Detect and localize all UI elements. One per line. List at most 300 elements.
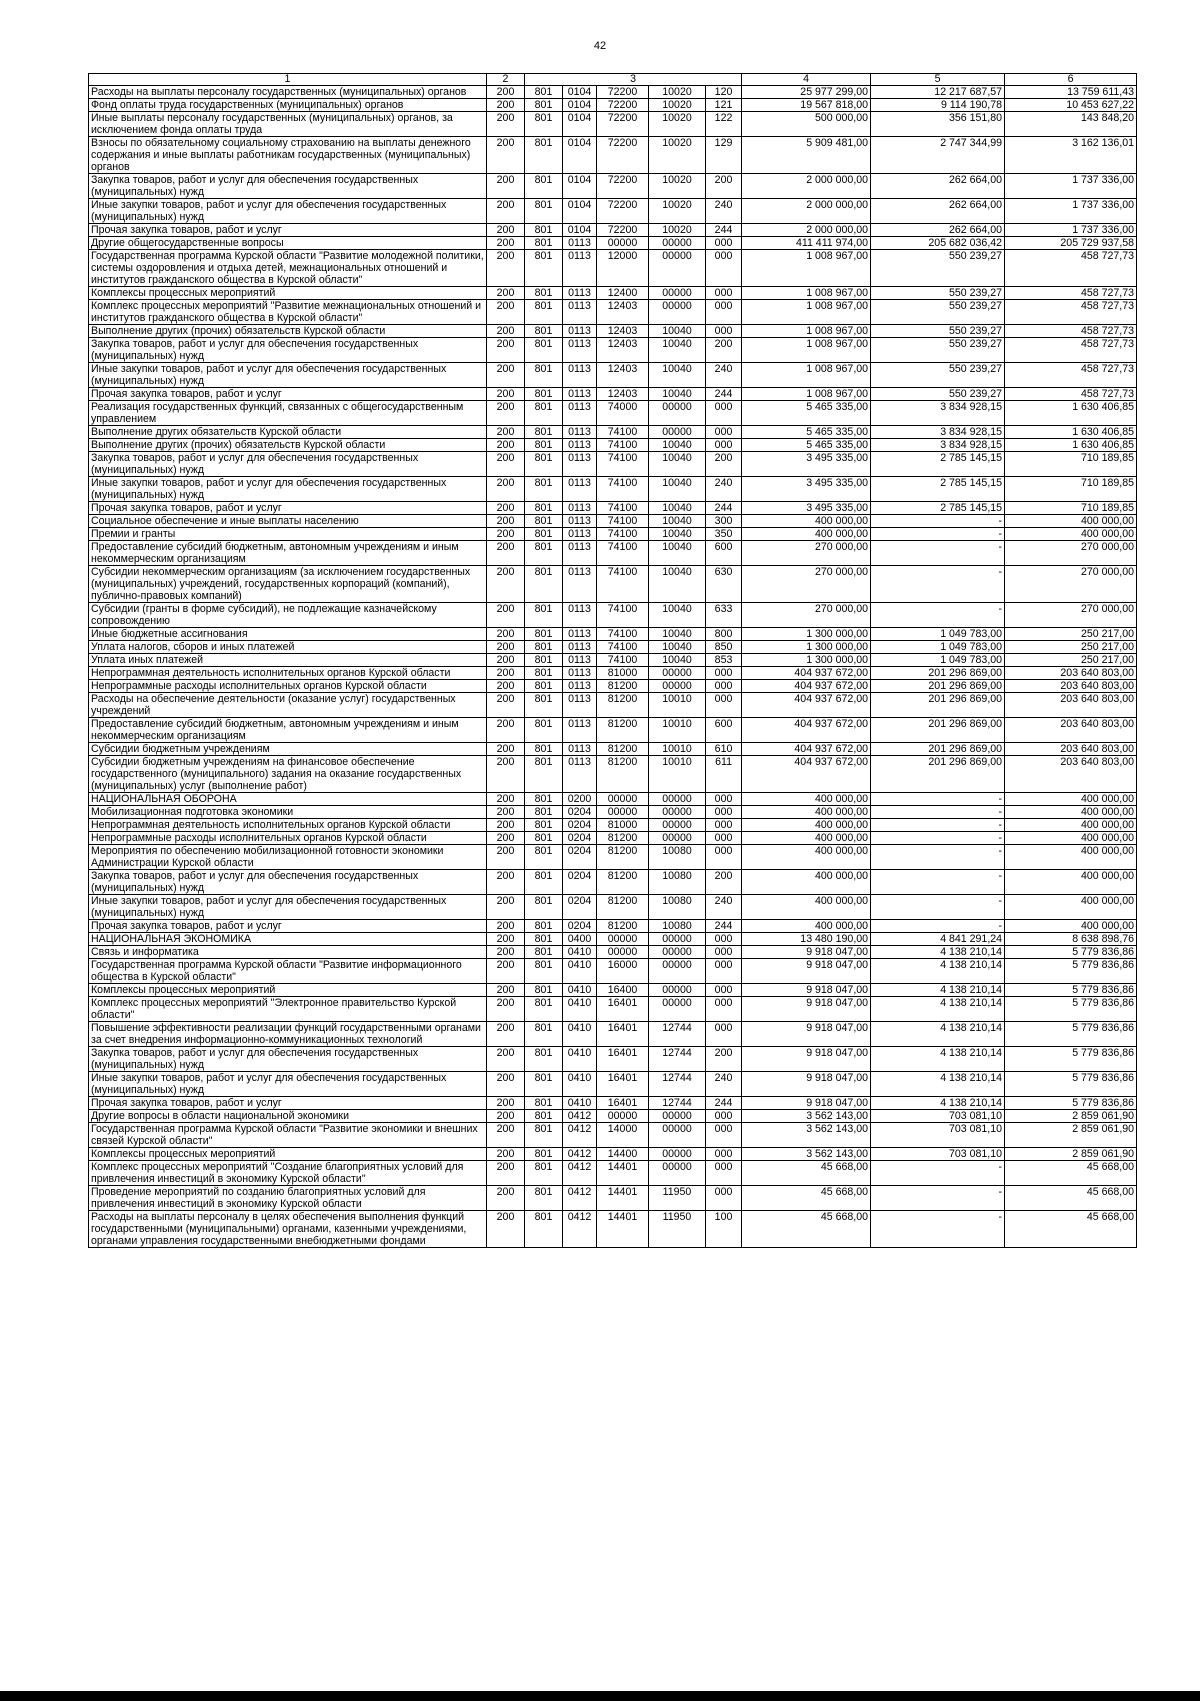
col-4-value: 400 000,00 <box>742 870 871 895</box>
code-3b: 0410 <box>563 1072 597 1097</box>
code-3a: 801 <box>525 388 563 401</box>
row-name: Социальное обеспечение и иные выплаты населению <box>89 515 487 528</box>
code-3e: 853 <box>706 654 742 667</box>
code-3e: 240 <box>706 199 742 224</box>
col-6-value: 5 779 836,86 <box>1005 984 1137 997</box>
col-4-value: 45 668,00 <box>742 1211 871 1248</box>
table-row <box>89 99 1137 112</box>
code-3e: 000 <box>706 1161 742 1186</box>
code-3c: 12403 <box>597 300 649 325</box>
code-3d: 00000 <box>649 250 706 287</box>
row-name: Прочая закупка товаров, работ и услуг <box>89 224 487 237</box>
table-row <box>89 1047 1137 1072</box>
table-row <box>89 920 1137 933</box>
code-3e: 240 <box>706 363 742 388</box>
code-3c: 81200 <box>597 680 649 693</box>
row-name: Субсидии (гранты в форме субсидий), не подлежащие казначейскому сопровождению <box>89 603 487 628</box>
col-4-value: 1 008 967,00 <box>742 250 871 287</box>
col-4-value: 1 008 967,00 <box>742 287 871 300</box>
col-6-value: 143 848,20 <box>1005 112 1137 137</box>
col-5-value: 262 664,00 <box>871 224 1005 237</box>
code-3a: 801 <box>525 1161 563 1186</box>
col-5-value: 201 296 869,00 <box>871 743 1005 756</box>
code-2: 200 <box>487 439 525 452</box>
table-row <box>89 452 1137 477</box>
code-3b: 0410 <box>563 959 597 984</box>
code-3a: 801 <box>525 933 563 946</box>
table-row <box>89 1161 1137 1186</box>
code-3e: 000 <box>706 1110 742 1123</box>
code-3e: 240 <box>706 1072 742 1097</box>
col-6-value: 8 638 898,76 <box>1005 933 1137 946</box>
code-2: 200 <box>487 224 525 237</box>
code-3d: 10080 <box>649 920 706 933</box>
code-3e: 200 <box>706 870 742 895</box>
col-4-value: 1 008 967,00 <box>742 338 871 363</box>
table-row <box>89 680 1137 693</box>
row-name: Комплекс процессных мероприятий "Развитие межнациональных отношений и институтов гражданского общества в Курской области" <box>89 300 487 325</box>
col-5-value: - <box>871 819 1005 832</box>
table-row <box>89 1072 1137 1097</box>
code-3d: 00000 <box>649 1161 706 1186</box>
code-3e: 200 <box>706 1047 742 1072</box>
col-5-value: 3 834 928,15 <box>871 426 1005 439</box>
code-3a: 801 <box>525 603 563 628</box>
code-3e: 000 <box>706 237 742 250</box>
code-3d: 10040 <box>649 502 706 515</box>
code-3a: 801 <box>525 959 563 984</box>
table-row <box>89 641 1137 654</box>
row-name: Расходы на выплаты персоналу государственных (муниципальных) органов <box>89 86 487 99</box>
col-6-value: 458 727,73 <box>1005 287 1137 300</box>
code-2: 200 <box>487 1123 525 1148</box>
col-6-value: 5 779 836,86 <box>1005 1047 1137 1072</box>
col-4-value: 2 000 000,00 <box>742 199 871 224</box>
code-3e: 000 <box>706 819 742 832</box>
code-3a: 801 <box>525 237 563 250</box>
col-5-value: 9 114 190,78 <box>871 99 1005 112</box>
col-5-value: 1 049 783,00 <box>871 641 1005 654</box>
col-5-value: 703 081,10 <box>871 1148 1005 1161</box>
table-row <box>89 845 1137 870</box>
code-3c: 16000 <box>597 959 649 984</box>
col-5-value: - <box>871 806 1005 819</box>
code-2: 200 <box>487 401 525 426</box>
code-3a: 801 <box>525 528 563 541</box>
code-2: 200 <box>487 86 525 99</box>
row-name: Государственная программа Курской области "Развитие молодежной политики, системы оздоровления и отдыха детей, межнациональных отношений и институтов гражданского общества в Курской области" <box>89 250 487 287</box>
code-3a: 801 <box>525 112 563 137</box>
col-5-value: 262 664,00 <box>871 174 1005 199</box>
table-row <box>89 1022 1137 1047</box>
col-5-value: 4 138 210,14 <box>871 984 1005 997</box>
code-3c: 00000 <box>597 806 649 819</box>
code-2: 200 <box>487 693 525 718</box>
col-5-value: 550 239,27 <box>871 338 1005 363</box>
row-name: НАЦИОНАЛЬНАЯ ОБОРОНА <box>89 793 487 806</box>
col-4-value: 404 937 672,00 <box>742 693 871 718</box>
code-3a: 801 <box>525 137 563 174</box>
code-3a: 801 <box>525 1097 563 1110</box>
code-3c: 74100 <box>597 502 649 515</box>
code-3d: 00000 <box>649 832 706 845</box>
col-6-value: 5 779 836,86 <box>1005 959 1137 984</box>
code-3a: 801 <box>525 1123 563 1148</box>
code-2: 200 <box>487 946 525 959</box>
col-6-value: 250 217,00 <box>1005 628 1137 641</box>
code-2: 200 <box>487 250 525 287</box>
col-5-value: 550 239,27 <box>871 287 1005 300</box>
code-3c: 16401 <box>597 1097 649 1110</box>
col-5-value: - <box>871 515 1005 528</box>
col-6-value: 203 640 803,00 <box>1005 718 1137 743</box>
table-row <box>89 528 1137 541</box>
table-row <box>89 984 1137 997</box>
column-header: 4 <box>742 74 871 86</box>
code-3e: 000 <box>706 984 742 997</box>
code-3d: 00000 <box>649 667 706 680</box>
table-row <box>89 997 1137 1022</box>
row-name: Иные закупки товаров, работ и услуг для обеспечения государственных (муниципальных) нужд <box>89 1072 487 1097</box>
code-3a: 801 <box>525 1186 563 1211</box>
col-6-value: 1 630 406,85 <box>1005 426 1137 439</box>
code-3e: 000 <box>706 667 742 680</box>
col-6-value: 13 759 611,43 <box>1005 86 1137 99</box>
code-2: 200 <box>487 959 525 984</box>
table-row <box>89 363 1137 388</box>
col-6-value: 5 779 836,86 <box>1005 1097 1137 1110</box>
table-row <box>89 502 1137 515</box>
code-3c: 74100 <box>597 426 649 439</box>
code-3d: 11950 <box>649 1211 706 1248</box>
code-3b: 0410 <box>563 1097 597 1110</box>
col-6-value: 45 668,00 <box>1005 1211 1137 1248</box>
col-6-value: 1 737 336,00 <box>1005 199 1137 224</box>
table-row <box>89 667 1137 680</box>
row-name: Реализация государственных функций, связанных с общегосударственным управлением <box>89 401 487 426</box>
code-2: 200 <box>487 199 525 224</box>
col-4-value: 9 918 047,00 <box>742 984 871 997</box>
table-row <box>89 793 1137 806</box>
row-name: Государственная программа Курской области "Развитие экономики и внешних связей Курской области" <box>89 1123 487 1148</box>
table-row <box>89 515 1137 528</box>
table-row <box>89 832 1137 845</box>
col-6-value: 458 727,73 <box>1005 338 1137 363</box>
col-5-value: 2 747 344,99 <box>871 137 1005 174</box>
code-3b: 0113 <box>563 250 597 287</box>
code-3a: 801 <box>525 870 563 895</box>
code-2: 200 <box>487 1148 525 1161</box>
code-2: 200 <box>487 1047 525 1072</box>
code-3a: 801 <box>525 250 563 287</box>
code-3d: 10080 <box>649 870 706 895</box>
code-3a: 801 <box>525 338 563 363</box>
code-3c: 81000 <box>597 819 649 832</box>
col-5-value: 201 296 869,00 <box>871 667 1005 680</box>
code-3a: 801 <box>525 287 563 300</box>
code-2: 200 <box>487 603 525 628</box>
col-4-value: 400 000,00 <box>742 515 871 528</box>
col-4-value: 5 465 335,00 <box>742 401 871 426</box>
code-3d: 10010 <box>649 743 706 756</box>
code-3a: 801 <box>525 1072 563 1097</box>
col-4-value: 45 668,00 <box>742 1186 871 1211</box>
code-3d: 11950 <box>649 1186 706 1211</box>
code-3d: 10010 <box>649 718 706 743</box>
row-name: Иные закупки товаров, работ и услуг для обеспечения государственных (муниципальных) нужд <box>89 895 487 920</box>
code-3b: 0410 <box>563 984 597 997</box>
col-6-value: 2 859 061,90 <box>1005 1148 1137 1161</box>
code-3e: 129 <box>706 137 742 174</box>
table-row <box>89 718 1137 743</box>
col-4-value: 3 562 143,00 <box>742 1148 871 1161</box>
code-3b: 0113 <box>563 566 597 603</box>
row-name: Предоставление субсидий бюджетным, автономным учреждениям и иным некоммерческим организациям <box>89 541 487 566</box>
code-3d: 10020 <box>649 86 706 99</box>
col-5-value: 550 239,27 <box>871 363 1005 388</box>
code-3c: 72200 <box>597 99 649 112</box>
col-4-value: 2 000 000,00 <box>742 174 871 199</box>
code-3d: 10020 <box>649 137 706 174</box>
code-3d: 00000 <box>649 946 706 959</box>
code-3e: 000 <box>706 959 742 984</box>
code-3e: 244 <box>706 920 742 933</box>
col-4-value: 45 668,00 <box>742 1161 871 1186</box>
code-3d: 10040 <box>649 641 706 654</box>
table-header-row <box>89 74 1137 86</box>
code-3d: 10010 <box>649 756 706 793</box>
code-3e: 633 <box>706 603 742 628</box>
budget-table <box>88 73 1137 1248</box>
code-3d: 00000 <box>649 793 706 806</box>
col-4-value: 270 000,00 <box>742 541 871 566</box>
row-name: Иные выплаты персоналу государственных (муниципальных) органов, за исключением фонда оплаты труда <box>89 112 487 137</box>
col-5-value: 201 296 869,00 <box>871 680 1005 693</box>
code-3e: 000 <box>706 845 742 870</box>
code-3d: 10020 <box>649 99 706 112</box>
code-3b: 0104 <box>563 137 597 174</box>
code-3e: 300 <box>706 515 742 528</box>
row-name: Взносы по обязательному социальному страхованию на выплаты денежного содержания и иные выплаты работникам государственных (муниципальных) органов <box>89 137 487 174</box>
code-3a: 801 <box>525 832 563 845</box>
col-5-value: - <box>871 895 1005 920</box>
code-3a: 801 <box>525 680 563 693</box>
row-name: Прочая закупка товаров, работ и услуг <box>89 920 487 933</box>
code-3e: 000 <box>706 680 742 693</box>
code-3c: 00000 <box>597 1110 649 1123</box>
row-name: Мобилизационная подготовка экономики <box>89 806 487 819</box>
col-5-value: 4 138 210,14 <box>871 1022 1005 1047</box>
col-6-value: 458 727,73 <box>1005 300 1137 325</box>
code-3b: 0113 <box>563 718 597 743</box>
col-4-value: 1 008 967,00 <box>742 363 871 388</box>
code-3d: 10040 <box>649 388 706 401</box>
col-4-value: 1 300 000,00 <box>742 628 871 641</box>
col-4-value: 3 562 143,00 <box>742 1110 871 1123</box>
code-2: 200 <box>487 174 525 199</box>
code-3a: 801 <box>525 819 563 832</box>
code-2: 200 <box>487 1022 525 1047</box>
col-5-value: - <box>871 870 1005 895</box>
code-3b: 0113 <box>563 693 597 718</box>
code-3d: 00000 <box>649 984 706 997</box>
code-3e: 000 <box>706 439 742 452</box>
code-3b: 0412 <box>563 1186 597 1211</box>
code-2: 200 <box>487 667 525 680</box>
code-3d: 10040 <box>649 325 706 338</box>
code-3d: 10040 <box>649 515 706 528</box>
col-6-value: 458 727,73 <box>1005 250 1137 287</box>
column-header: 5 <box>871 74 1005 86</box>
code-3c: 81200 <box>597 743 649 756</box>
col-6-value: 203 640 803,00 <box>1005 680 1137 693</box>
code-3b: 0204 <box>563 895 597 920</box>
code-3d: 10020 <box>649 199 706 224</box>
code-2: 200 <box>487 1186 525 1211</box>
code-3a: 801 <box>525 628 563 641</box>
code-3e: 200 <box>706 338 742 363</box>
code-3b: 0113 <box>563 502 597 515</box>
code-3a: 801 <box>525 920 563 933</box>
col-4-value: 9 918 047,00 <box>742 1072 871 1097</box>
code-3a: 801 <box>525 515 563 528</box>
row-name: Фонд оплаты труда государственных (муниципальных) органов <box>89 99 487 112</box>
code-2: 200 <box>487 628 525 641</box>
col-5-value: - <box>871 528 1005 541</box>
row-name: Прочая закупка товаров, работ и услуг <box>89 1097 487 1110</box>
code-3e: 121 <box>706 99 742 112</box>
col-6-value: 270 000,00 <box>1005 566 1137 603</box>
code-2: 200 <box>487 363 525 388</box>
code-2: 200 <box>487 502 525 515</box>
code-3e: 122 <box>706 112 742 137</box>
code-3d: 10040 <box>649 628 706 641</box>
code-3a: 801 <box>525 363 563 388</box>
code-3a: 801 <box>525 1047 563 1072</box>
code-3a: 801 <box>525 693 563 718</box>
table-row <box>89 756 1137 793</box>
code-3a: 801 <box>525 199 563 224</box>
row-name: Комплексы процессных мероприятий <box>89 984 487 997</box>
col-6-value: 270 000,00 <box>1005 541 1137 566</box>
code-3b: 0113 <box>563 325 597 338</box>
table-row <box>89 388 1137 401</box>
row-name: НАЦИОНАЛЬНАЯ ЭКОНОМИКА <box>89 933 487 946</box>
col-6-value: 458 727,73 <box>1005 388 1137 401</box>
code-3c: 81200 <box>597 693 649 718</box>
col-4-value: 9 918 047,00 <box>742 946 871 959</box>
row-name: Комплексы процессных мероприятий <box>89 1148 487 1161</box>
code-3c: 74100 <box>597 452 649 477</box>
col-6-value: 5 779 836,86 <box>1005 1022 1137 1047</box>
col-6-value: 400 000,00 <box>1005 515 1137 528</box>
code-3b: 0200 <box>563 793 597 806</box>
code-3c: 72200 <box>597 86 649 99</box>
row-name: Связь и информатика <box>89 946 487 959</box>
row-name: Субсидии некоммерческим организациям (за исключением государственных (муниципальных) учреждений, государственных корпораций (компаний), публично-правовых компаний) <box>89 566 487 603</box>
code-3d: 00000 <box>649 287 706 300</box>
code-3b: 0113 <box>563 237 597 250</box>
code-3e: 240 <box>706 477 742 502</box>
col-4-value: 5 465 335,00 <box>742 426 871 439</box>
code-2: 200 <box>487 452 525 477</box>
col-6-value: 1 630 406,85 <box>1005 439 1137 452</box>
code-3d: 00000 <box>649 1148 706 1161</box>
col-4-value: 400 000,00 <box>742 845 871 870</box>
code-3c: 72200 <box>597 199 649 224</box>
col-4-value: 3 495 335,00 <box>742 502 871 515</box>
code-3c: 12403 <box>597 363 649 388</box>
code-3a: 801 <box>525 99 563 112</box>
code-3a: 801 <box>525 984 563 997</box>
code-3d: 10080 <box>649 895 706 920</box>
code-2: 200 <box>487 566 525 603</box>
code-3c: 00000 <box>597 946 649 959</box>
code-3e: 800 <box>706 628 742 641</box>
code-3d: 10020 <box>649 174 706 199</box>
col-6-value: 203 640 803,00 <box>1005 667 1137 680</box>
code-2: 200 <box>487 832 525 845</box>
code-3b: 0113 <box>563 401 597 426</box>
code-2: 200 <box>487 325 525 338</box>
row-name: Выполнение других (прочих) обязательств Курской области <box>89 325 487 338</box>
row-name: Выполнение других обязательств Курской области <box>89 426 487 439</box>
code-3b: 0113 <box>563 515 597 528</box>
col-6-value: 400 000,00 <box>1005 895 1137 920</box>
col-4-value: 1 008 967,00 <box>742 388 871 401</box>
col-5-value: - <box>871 845 1005 870</box>
col-5-value: - <box>871 1211 1005 1248</box>
code-3b: 0410 <box>563 1047 597 1072</box>
code-3d: 00000 <box>649 300 706 325</box>
code-3c: 14401 <box>597 1211 649 1248</box>
table-row <box>89 224 1137 237</box>
code-3d: 00000 <box>649 1110 706 1123</box>
col-4-value: 9 918 047,00 <box>742 997 871 1022</box>
col-4-value: 1 008 967,00 <box>742 300 871 325</box>
code-3e: 100 <box>706 1211 742 1248</box>
row-name: Закупка товаров, работ и услуг для обеспечения государственных (муниципальных) нужд <box>89 452 487 477</box>
code-3a: 801 <box>525 502 563 515</box>
table-row <box>89 566 1137 603</box>
code-3d: 10020 <box>649 224 706 237</box>
code-3c: 12000 <box>597 250 649 287</box>
code-3d: 00000 <box>649 401 706 426</box>
code-3b: 0412 <box>563 1161 597 1186</box>
row-name: Непрограммные расходы исполнительных органов Курской области <box>89 832 487 845</box>
row-name: Закупка товаров, работ и услуг для обеспечения государственных (муниципальных) нужд <box>89 870 487 895</box>
col-6-value: 5 779 836,86 <box>1005 997 1137 1022</box>
code-3d: 12744 <box>649 1072 706 1097</box>
col-5-value: 3 834 928,15 <box>871 401 1005 426</box>
col-5-value: - <box>871 1186 1005 1211</box>
col-4-value: 404 937 672,00 <box>742 667 871 680</box>
row-name: Непрограммная деятельность исполнительных органов Курской области <box>89 819 487 832</box>
table-row <box>89 439 1137 452</box>
col-6-value: 45 668,00 <box>1005 1161 1137 1186</box>
code-3d: 10040 <box>649 654 706 667</box>
row-name: Иные бюджетные ассигнования <box>89 628 487 641</box>
row-name: Выполнение других (прочих) обязательств Курской области <box>89 439 487 452</box>
code-3d: 12744 <box>649 1022 706 1047</box>
code-3a: 801 <box>525 401 563 426</box>
code-3b: 0113 <box>563 628 597 641</box>
table-row <box>89 959 1137 984</box>
col-6-value: 458 727,73 <box>1005 363 1137 388</box>
page-number: 42 <box>593 40 607 52</box>
code-3b: 0104 <box>563 99 597 112</box>
table-row <box>89 287 1137 300</box>
